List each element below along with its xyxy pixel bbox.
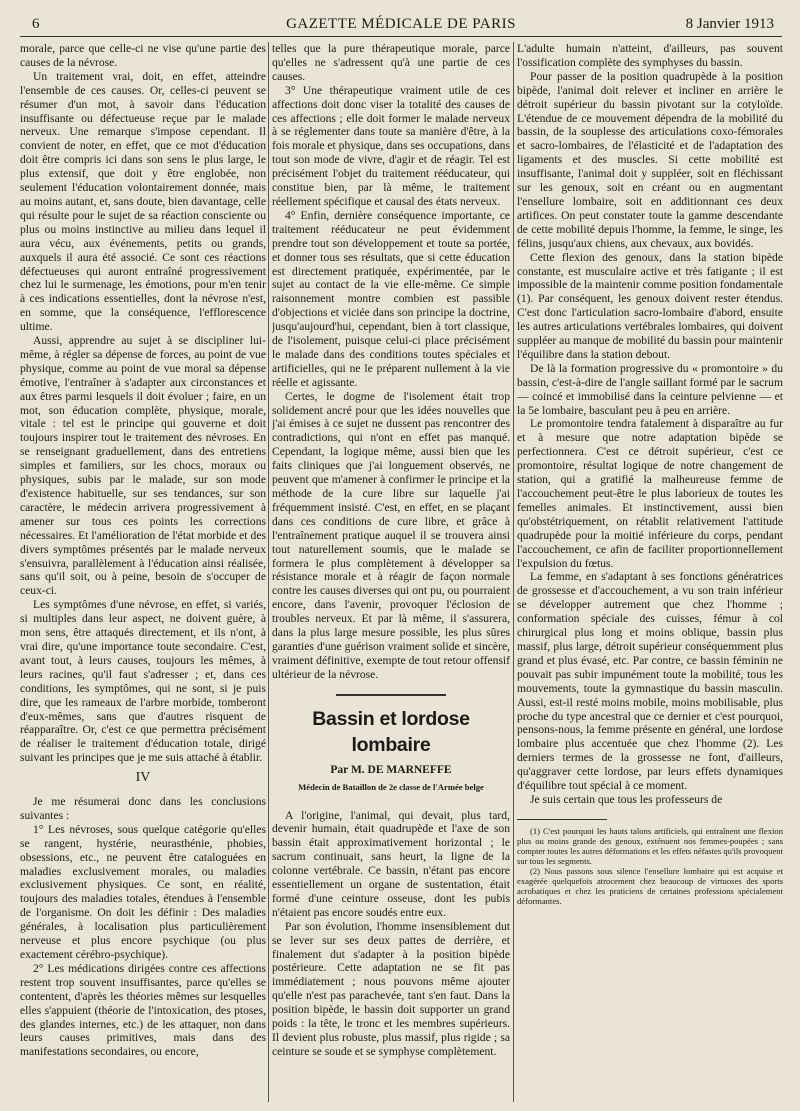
paragraph: Un traitement vrai, doit, en effet, atteindre l'ensemble de ces causes. Or, celles-ci peuvent se résumer d'un mot, à savoir dans l'éducation insuffisante ou défectueuse reçue par le malade nerveux. Une remarque s'impose cependant. Il convient de noter, en effet, que ce mot d'éducation doit être compris ici dans son sens le plus large, le plus extensif, que doit y être englobée, non seulement l'éducation volontairement donnée, mais au moins autant, et, sans doute, bien davantage, celle qui résulte pour le sujet de sa réaction consciente ou plus ou moins instinctive au milieu dans lequel il aura vécu, aux événements, petits ou grands, auxquels il aura été associé. Ce sont ces réactions défectueuses qui auront entraîné progressivement chez lui le surmenage, les émotions, pour m'en tenir à ces indications essentielles, dont la névrose n'est, en somme, que la conséquence, l'efflorescence ultime. [20, 69, 266, 334]
page-number: 6 [32, 16, 40, 32]
column-rule [268, 42, 269, 1102]
column-2 [272, 42, 510, 1104]
paragraph: 3° Une thérapeutique vraiment utile de ces affections doit donc viser la totalité des causes de ces affections ; elle doit former le malade nerveux à se réglementer dans toute sa manière d'être, à la fois morale et physique, dans ses occupations, dans tout son mode de vivre, d'agir et de réagir. Tel est précisément l'objet du traitement rééducateur, qui constitue bien, par là même, le traitement réellement spécifique et causal des états nerveux. [272, 83, 510, 208]
paragraph: 2° Les médications dirigées contre ces affections restent trop souvent insuffisantes, parce qu'elles se contentent, d'après les théories mêmes sur lesquelles elles s'appuient (théorie de l'intoxication, des ptoses, des glandes internes, etc.) de les attaquer, non dans leurs causes primitives, mais dans des manifestations secondaires, ou encore, [20, 961, 266, 1059]
article-byline: Par M. DE MARNEFFE [330, 763, 452, 776]
paragraph: telles que la pure thérapeutique morale, parce qu'elles ne s'adressent qu'à une partie de ces causes. [272, 42, 510, 83]
article-separator [336, 694, 446, 696]
column-rule [513, 42, 514, 1102]
paragraph: Le promontoire tendra fatalement à disparaître au fur et à mesure que notre adaptation bipède se perfectionnera. C'est ce détroit supérieur, c'est ce promontoire, résultat logique de notre changement de station, qui a gratifié la malheureuse femme de l'accouchement peut-être le plus laborieux de toutes les femelles animales. Et instinctivement, aussi bien qu'obstétriquement, on rétablit relativement l'attitude quadrupède pour la moitié inférieure du corps, pendant l'accouchement, ce afin de faciliter proportionnellement l'expulsion du fœtus. [517, 417, 783, 570]
page-header [20, 14, 782, 37]
paragraph: Les symptômes d'une névrose, en effet, si variés, si multiples dans leur aspect, ne doivent guère, à mon sens, être attaqués directement, et ils n'ont, à vrai dire, qu'une importance toute secondaire. C'est, avant tout, à leurs causes, toujours les mêmes, à leurs racines, qu'il faut s'adresser ; et, dans ces conditions, les symptômes, qui ne sont, si je puis dire, que les rameaux de l'arbre morbide, tomberont d'eux-mêmes, sans que d'autres risquent de réapparaître. Or, c'est ce que permettra précisément de réaliser le traitement d'éducation totale, dirigé suivant les principes que je me suis attaché à établir. [20, 598, 266, 765]
issue-date: 8 Janvier 1913 [685, 16, 774, 32]
article-title: Bassin et lordose lombaire [312, 707, 470, 756]
paragraph: L'adulte humain n'atteint, d'ailleurs, pas souvent l'ossification complète des symphyses du bassin. [517, 42, 783, 69]
paragraph: De là la formation progressive du « promontoire » du bassin, c'est-à-dire de l'angle saillant formé par le sacrum — coincé et immobilisé dans la ceinture pelvienne — et la 5e lombaire, basculant peu à peu en arrière. [517, 361, 783, 417]
paragraph: morale, parce que celle-ci ne vise qu'une partie des causes de la névrose. [20, 42, 266, 69]
paragraph: Certes, le dogme de l'isolement était trop solidement ancré pour que les idées nouvelles que j'ai émises à ce sujet ne dussent pas rencontrer des contradictions, qui n'ont en effet pas manqué. Cependant, la logique même, aussi bien que les faits cliniques que j'ai longuement observés, ne peuvent que m'amener à confirmer le principe et la méthode de la cure libre sur laquelle j'ai fréquemment insisté. C'est, en effet, en se plaçant dans ces conditions de cure libre, et grâce à l'entraînement pratique auquel il se trouvera ainsi tout naturellement soumis, que le malade se formera le plus complètement à développer sa résistance morale et à réagir de façon normale contre les causes diverses qui ont pu, ou pourraient encore, dans l'avenir, provoquer l'éclosion de troubles nerveux. Et par là même, il s'assurera, dans la plus large mesure possible, les plus sûres garanties d'une guérison vraiment solide et sincère, vraiment définitive, exempte de tout retour offensif ultérieur de la névrose. [272, 389, 510, 681]
paragraph: 1° Les névroses, sous quelque catégorie qu'elles se rangent, hystérie, neurasthénie, phobies, obsessions, etc., ne peuvent être cataloguées en maladies exclusivement morales, ou maladies exclusivement physiques. Ce sont, en réalité, toujours des maladies totales, étendues à l'ensemble de l'organisme. On doit les définir : Des maladies générales, à localisation plus particulièrement nerveuse et plus encore psychique (ou plus exactement cérébro-psychique). [20, 822, 266, 961]
column-1 [20, 42, 266, 1104]
paragraph: Je suis certain que tous les professeurs de [530, 792, 723, 806]
paragraph: Je me résumerai donc dans les conclusions suivantes : [20, 795, 266, 822]
paragraph: Cette flexion des genoux, dans la station bipède constante, est musculaire active et très fatigante ; il est impossible de la maintenir comme position fondamentale (1). Par conséquent, les genoux doivent rester étendus. C'est donc l'articulation sacro-lombaire d'abord, ensuite les autres articulations vertébrales lombaires, qui doivent suppléer au manque de mobilité du bassin pour maintenir l'équilibre dans la station debout. [517, 250, 783, 361]
section-heading: IV [135, 770, 151, 786]
paragraph: La femme, en s'adaptant à ses fonctions génératrices de grossesse et d'accouchement, a vu son train inférieur se développer autrement que chez l'homme ; conformation spéciale des cuisses, fémur à col chirurgical plus long et moins oblique, bassin plus massif, plus large, détroit supérieur conséquemment plus grand et plus évasé, etc. Par contre, ce bassin féminin ne pouvait pas subir impunément toute la mobilité, tous les mouvements, toute la gymnastique du bassin masculin. Aussi, est-il resté moins mobile, moins mobilisable, plus proche du type ancestral que ce dernier et c'est pourquoi, pensons-nous, la femme présente en général, une lordose lombaire plus accentuée que chez l'homme (2). Les derniers termes de la grossesse ne font, d'ailleurs, qu'aggraver cette lordose, par leurs effets dynamiques d'équilibre tout spécial à ce moment. [517, 570, 783, 793]
column-3 [517, 42, 783, 1104]
paragraph: Par son évolution, l'homme insensiblement dut se lever sur ses deux pattes de derrière, et finalement dut s'adapter à la position bipède postérieure. Cette adaptation ne se fit pas immédiatement ; nous pouvons même ajouter qu'elle n'est pas parachevée, tant s'en faut. Dans la position bipède, le bassin doit supporter un grand poids : la tête, le tronc et les membres supérieurs. Il devient plus robuste, plus massif, plus rigide ; sa ceinture se soude et se symphyse complètement. [272, 919, 510, 1058]
author-affiliation: Médecin de Bataillon de 2e classe de l'Armée belge [298, 781, 484, 792]
paragraph: Pour passer de la position quadrupède à la position bipède, l'animal doit relever et incliner en arrière le détroit supérieur du bassin pivotant sur la cotyloïde. L'étendue de ce mouvement dépendra de la mobilité du bassin, de la souplesse des articulations coxo-fémorales et sacro-lombaires, de l'élasticité et de l'adaptation des ligaments et des muscles. Si cette mobilité est insuffisante, l'animal doit y suppléer, soit en fléchissant sur les genoux, soit en créant ou en augmentant l'ensellure lombaire, soit en additionnant ces deux artifices. On peut constater toute la gamme descendante de cette mobilité depuis l'homme, la femme, le singe, les félins, jusqu'aux chiens, aux chevaux, aux bovidés. [517, 69, 783, 250]
footnote: (1) C'est pourquoi les hauts talons artificiels, qui entraînent une flexion plus ou moins grande des genoux, exténuent nos femmes-poupées ; sans compter toutes les autres déformations et les effets néfastes qu'ils provoquent sur tous les segments. [517, 825, 783, 866]
paragraph: Aussi, apprendre au sujet à se discipliner lui-même, à régler sa dépense de forces, au point de vue physique, comme au point de vue moral sa dépense émotive, l'entraîner à s'adapter aux circonstances et aux êtres parmi lesquels il doit évoluer ; faire, en un mot, son éducation complète, physique, morale, vitale : tel est le principe qui gouverne et doit toujours inspirer tout le traitement des névroses. En se renseignant graduellement, dans des entretiens simples et familiers, sur les chocs, moraux ou physiques, subis par le malade, sur son mode d'existence habituelle, sur ses tendances, sur son caractère, le médecin arrivera progressivement à amener sur tous ces points les corrections nécessaires. Et l'amélioration de l'état morbide et des divers symptômes présentés par le malade nerveux s'ensuivra, parallèlement à l'éducation ainsi réalisée, sans qu'il soit, ou à peine, besoin de s'occuper de ceux-ci. [20, 334, 266, 598]
paragraph: A l'origine, l'animal, qui devait, plus tard, devenir humain, était quadrupède et l'axe de son bassin était approximativement horizontal ; le sacrum continuait, sans heurt, la ligne de la colonne vertébrale. Ce bassin, n'étant pas encore essentiellement un organe de sustentation, était formé d'une ceinture osseuse, dont les pubis n'étaient pas encore soudés entre eux. [272, 808, 510, 919]
footnote-rule [517, 819, 607, 820]
journal-title: GAZETTE MÉDICALE DE PARIS [286, 16, 516, 32]
paragraph: 4° Enfin, dernière conséquence importante, ce traitement rééducateur ne peut évidemment prendre tout son développement et toute sa portée, et donner tous ses résultats, que si cette éducation est directement pratiquée, expérimentée, par le sujet au contact de la vie elle-même. Ce simple raisonnement montre combien est passible d'objections et viciée dans son principe la doctrine, jusqu'aujourd'hui, cependant, bien à tort classique, de l'isolement, puisque celui-ci place précisément le malade dans des conditions toutes spéciales et artificielles, qui ne le préparent nullement à la vie réelle et agissante. [272, 208, 510, 389]
footnote: (2) Nous passons sous silence l'ensellure lombaire qui est acquise et exagérée quelquefois atrocement chez beaucoup de virtuoses des sports acrobatiques et chez les praticiens de certaines professions spécialement déformantes. [517, 865, 783, 906]
